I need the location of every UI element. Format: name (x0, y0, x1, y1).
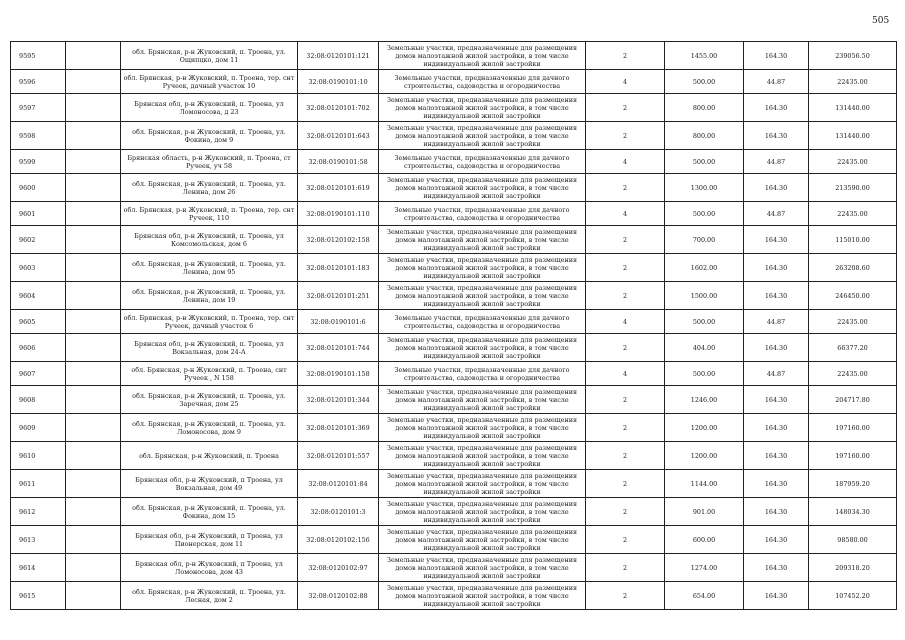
cadastral-value-cell: 66377.20 (809, 334, 897, 362)
land-purpose-cell: Земельные участки, предназначенные для дачного строительства, садоводства и огородничества (379, 70, 586, 94)
category-cell: 4 (586, 310, 665, 334)
table-row (11, 226, 897, 254)
row-number-cell: 9612 (11, 498, 66, 526)
spacer-cell (66, 386, 121, 414)
category-cell: 4 (586, 70, 665, 94)
spacer-cell (66, 70, 121, 94)
area-cell: 500.00 (665, 70, 744, 94)
category-cell: 2 (586, 42, 665, 70)
cadastral-number-cell: 32:08:0190101:158 (298, 362, 379, 386)
area-cell: 500.00 (665, 362, 744, 386)
table-row (11, 414, 897, 442)
address-cell: обл. Брянская, р-н Жуковский, п. Троена, тер. снт Ручеек, дачный участок 10 (121, 70, 298, 94)
land-purpose-cell: Земельные участки, предназначенные для размещения домов малоэтажной жилой застройки, в том числе индивидуальной жилой застройки (379, 498, 586, 526)
address-cell: обл. Брянская, р-н Жуковский, п. Троена, тер. снт Ручеек, дачный участок 6 (121, 310, 298, 334)
rate-cell: 44.87 (744, 310, 809, 334)
area-cell: 1455.00 (665, 42, 744, 70)
area-cell: 1200.00 (665, 442, 744, 470)
address-cell: обл. Брянская, р-н Жуковский, п. Троена, ул. Ленина, дом 26 (121, 174, 298, 202)
row-number-cell: 9597 (11, 94, 66, 122)
cadastral-number-cell: 32:08:0190101:6 (298, 310, 379, 334)
table-row (11, 70, 897, 94)
spacer-cell (66, 174, 121, 202)
cadastral-number-cell: 32:08:0120102:158 (298, 226, 379, 254)
land-purpose-cell: Земельные участки, предназначенные для размещения домов малоэтажной жилой застройки, в том числе индивидуальной жилой застройки (379, 414, 586, 442)
land-purpose-cell: Земельные участки, предназначенные для размещения домов малоэтажной жилой застройки, в том числе индивидуальной жилой застройки (379, 174, 586, 202)
category-cell: 2 (586, 334, 665, 362)
address-cell: обл. Брянская, р-н Жуковский, п. Троена, ул. Ленина, дом 95 (121, 254, 298, 282)
spacer-cell (66, 310, 121, 334)
table-row (11, 526, 897, 554)
row-number-cell: 9615 (11, 582, 66, 610)
cadastral-value-cell: 22435.00 (809, 310, 897, 334)
category-cell: 2 (586, 470, 665, 498)
cadastral-number-cell: 32:08:0120101:3 (298, 498, 379, 526)
cadastral-value-cell: 246450.00 (809, 282, 897, 310)
row-number-cell: 9595 (11, 42, 66, 70)
cadastral-number-cell: 32:08:0120101:121 (298, 42, 379, 70)
address-cell: Брянская обл, р-н Жуковский, п Троена, ул Ломоносова, дом 43 (121, 554, 298, 582)
cadastral-value-cell: 22435.00 (809, 362, 897, 386)
cadastral-value-cell: 148034.30 (809, 498, 897, 526)
cadastral-value-cell: 115010.00 (809, 226, 897, 254)
land-purpose-cell: Земельные участки, предназначенные для размещения домов малоэтажной жилой застройки, в том числе индивидуальной жилой застройки (379, 334, 586, 362)
table-row (11, 470, 897, 498)
address-cell: обл. Брянская, р-н Жуковский, п. Троена, тер. снт Ручеек, 110 (121, 202, 298, 226)
address-cell: обл. Брянская, р-н Жуковский, п. Троена, ул. Ломоносова, дом 9 (121, 414, 298, 442)
cadastral-number-cell: 32:08:0120101:183 (298, 254, 379, 282)
address-cell: обл. Брянская, р-н Жуковский, п. Троена, ул. Ощипцко, дом 11 (121, 42, 298, 70)
cadastral-number-cell: 32:08:0120101:619 (298, 174, 379, 202)
category-cell: 2 (586, 282, 665, 310)
rate-cell: 164.30 (744, 582, 809, 610)
cadastral-value-cell: 197160.00 (809, 414, 897, 442)
area-cell: 800.00 (665, 122, 744, 150)
row-number-cell: 9601 (11, 202, 66, 226)
address-cell: обл. Брянская, р-н Жуковский, п. Троена, снт Ручеек , N 158 (121, 362, 298, 386)
land-purpose-cell: Земельные участки, предназначенные для размещения домов малоэтажной жилой застройки, в том числе индивидуальной жилой застройки (379, 94, 586, 122)
category-cell: 2 (586, 526, 665, 554)
cadastral-value-cell: 98580.00 (809, 526, 897, 554)
cadastral-number-cell: 32:08:0120101:744 (298, 334, 379, 362)
spacer-cell (66, 582, 121, 610)
row-number-cell: 9614 (11, 554, 66, 582)
area-cell: 404.00 (665, 334, 744, 362)
rate-cell: 164.30 (744, 42, 809, 70)
rate-cell: 164.30 (744, 526, 809, 554)
table-row (11, 362, 897, 386)
rate-cell: 164.30 (744, 554, 809, 582)
cadastral-number-cell: 32:08:0120101:251 (298, 282, 379, 310)
area-cell: 1300.00 (665, 174, 744, 202)
category-cell: 2 (586, 174, 665, 202)
rate-cell: 164.30 (744, 334, 809, 362)
area-cell: 500.00 (665, 202, 744, 226)
land-purpose-cell: Земельные участки, предназначенные для дачного строительства, садоводства и огородничества (379, 150, 586, 174)
cadastral-number-cell: 32:08:0120101:643 (298, 122, 379, 150)
land-purpose-cell: Земельные участки, предназначенные для размещения домов малоэтажной жилой застройки, в том числе индивидуальной жилой застройки (379, 582, 586, 610)
cadastral-value-cell: 131440.00 (809, 94, 897, 122)
cadastral-value-cell: 22435.00 (809, 202, 897, 226)
row-number-cell: 9606 (11, 334, 66, 362)
category-cell: 2 (586, 386, 665, 414)
table-row (11, 94, 897, 122)
rate-cell: 164.30 (744, 470, 809, 498)
rate-cell: 164.30 (744, 226, 809, 254)
cadastral-number-cell: 32:08:0120102:88 (298, 582, 379, 610)
land-purpose-cell: Земельные участки, предназначенные для размещения домов малоэтажной жилой застройки, в том числе индивидуальной жилой застройки (379, 226, 586, 254)
cadastral-number-cell: 32:08:0120101:344 (298, 386, 379, 414)
address-cell: обл. Брянская, р-н Жуковский, п. Троена, ул. Ленина, дом 19 (121, 282, 298, 310)
rate-cell: 164.30 (744, 282, 809, 310)
table-row (11, 254, 897, 282)
area-cell: 500.00 (665, 150, 744, 174)
address-cell: обл. Брянская, р-н Жуковский, п. Троена, ул. Лесная, дом 2 (121, 582, 298, 610)
table-row (11, 282, 897, 310)
area-cell: 800.00 (665, 94, 744, 122)
rate-cell: 164.30 (744, 414, 809, 442)
row-number-cell: 9602 (11, 226, 66, 254)
rate-cell: 164.30 (744, 94, 809, 122)
land-purpose-cell: Земельные участки, предназначенные для размещения домов малоэтажной жилой застройки, в том числе индивидуальной жилой застройки (379, 42, 586, 70)
address-cell: обл. Брянская, р-н Жуковский, п. Троена, ул. Заречная, дом 25 (121, 386, 298, 414)
row-number-cell: 9607 (11, 362, 66, 386)
cadastral-value-cell: 22435.00 (809, 70, 897, 94)
spacer-cell (66, 254, 121, 282)
area-cell: 1200.00 (665, 414, 744, 442)
category-cell: 2 (586, 94, 665, 122)
category-cell: 2 (586, 442, 665, 470)
address-cell: обл. Брянская, р-н Жуковский, п. Троена, ул. Фокина, дом 15 (121, 498, 298, 526)
row-number-cell: 9596 (11, 70, 66, 94)
rate-cell: 164.30 (744, 498, 809, 526)
table-row (11, 386, 897, 414)
row-number-cell: 9605 (11, 310, 66, 334)
rate-cell: 44.87 (744, 150, 809, 174)
row-number-cell: 9604 (11, 282, 66, 310)
land-purpose-cell: Земельные участки, предназначенные для размещения домов малоэтажной жилой застройки, в том числе индивидуальной жилой застройки (379, 282, 586, 310)
cadastral-value-cell: 107452.20 (809, 582, 897, 610)
row-number-cell: 9608 (11, 386, 66, 414)
cadastral-value-cell: 131440.00 (809, 122, 897, 150)
row-number-cell: 9610 (11, 442, 66, 470)
rate-cell: 164.30 (744, 254, 809, 282)
category-cell: 4 (586, 202, 665, 226)
page-number: 505 (872, 16, 890, 26)
row-number-cell: 9600 (11, 174, 66, 202)
land-cadastral-table (10, 41, 897, 610)
table-row (11, 150, 897, 174)
area-cell: 1500.00 (665, 282, 744, 310)
rate-cell: 44.87 (744, 70, 809, 94)
table-row (11, 122, 897, 150)
category-cell: 2 (586, 582, 665, 610)
spacer-cell (66, 94, 121, 122)
cadastral-number-cell: 32:08:0190101:58 (298, 150, 379, 174)
land-purpose-cell: Земельные участки, предназначенные для размещения домов малоэтажной жилой застройки, в том числе индивидуальной жилой застройки (379, 442, 586, 470)
spacer-cell (66, 226, 121, 254)
spacer-cell (66, 554, 121, 582)
area-cell: 1274.00 (665, 554, 744, 582)
land-purpose-cell: Земельные участки, предназначенные для размещения домов малоэтажной жилой застройки, в том числе индивидуальной жилой застройки (379, 122, 586, 150)
cadastral-number-cell: 32:08:0120101:557 (298, 442, 379, 470)
cadastral-number-cell: 32:08:0120102:97 (298, 554, 379, 582)
spacer-cell (66, 498, 121, 526)
address-cell: Брянская область, р-н Жуковский, п. Троена, ст Ручеек, уч 58 (121, 150, 298, 174)
row-number-cell: 9611 (11, 470, 66, 498)
category-cell: 4 (586, 150, 665, 174)
spacer-cell (66, 42, 121, 70)
table-row (11, 334, 897, 362)
cadastral-value-cell: 239056.50 (809, 42, 897, 70)
row-number-cell: 9603 (11, 254, 66, 282)
cadastral-number-cell: 32:08:0120101:702 (298, 94, 379, 122)
area-cell: 1144.00 (665, 470, 744, 498)
rate-cell: 164.30 (744, 174, 809, 202)
cadastral-number-cell: 32:08:0120101:84 (298, 470, 379, 498)
address-cell: Брянская обл, р-н Жуковский, п Троена, ул Вокзальная, дом 49 (121, 470, 298, 498)
area-cell: 600.00 (665, 526, 744, 554)
rate-cell: 164.30 (744, 122, 809, 150)
table-row (11, 202, 897, 226)
land-purpose-cell: Земельные участки, предназначенные для дачного строительства, садоводства и огородничества (379, 310, 586, 334)
cadastral-value-cell: 22435.00 (809, 150, 897, 174)
cadastral-number-cell: 32:08:0190101:10 (298, 70, 379, 94)
category-cell: 2 (586, 122, 665, 150)
spacer-cell (66, 362, 121, 386)
cadastral-value-cell: 209318.20 (809, 554, 897, 582)
cadastral-value-cell: 187959.20 (809, 470, 897, 498)
land-purpose-cell: Земельные участки, предназначенные для размещения домов малоэтажной жилой застройки, в том числе индивидуальной жилой застройки (379, 254, 586, 282)
cadastral-number-cell: 32:08:0190101:110 (298, 202, 379, 226)
address-cell: Брянская обл, р-н Жуковский, п Троена, ул Пионерская, дом 11 (121, 526, 298, 554)
rate-cell: 164.30 (744, 442, 809, 470)
spacer-cell (66, 122, 121, 150)
cadastral-number-cell: 32:08:0120102:156 (298, 526, 379, 554)
cadastral-value-cell: 204717.80 (809, 386, 897, 414)
land-purpose-cell: Земельные участки, предназначенные для размещения домов малоэтажной жилой застройки, в том числе индивидуальной жилой застройки (379, 526, 586, 554)
table-row (11, 554, 897, 582)
area-cell: 1246.00 (665, 386, 744, 414)
address-cell: обл. Брянская, р-н Жуковский, п. Троена, ул. Фокина, дом 9 (121, 122, 298, 150)
category-cell: 4 (586, 362, 665, 386)
rate-cell: 44.87 (744, 362, 809, 386)
table-row (11, 174, 897, 202)
cadastral-value-cell: 263208.60 (809, 254, 897, 282)
row-number-cell: 9598 (11, 122, 66, 150)
address-cell: Брянская обл, р-н Жуковский, п. Троена, ул Комсомольская, дом 6 (121, 226, 298, 254)
category-cell: 2 (586, 226, 665, 254)
table-row (11, 310, 897, 334)
category-cell: 2 (586, 498, 665, 526)
spacer-cell (66, 282, 121, 310)
area-cell: 901.00 (665, 498, 744, 526)
address-cell: Брянская обл, р-н Жуковский, п. Троена, ул Ломоносова, д 23 (121, 94, 298, 122)
rate-cell: 44.87 (744, 202, 809, 226)
address-cell: Брянская обл, р-н Жуковский, п. Троена, ул Вокзальная, дом 24-А (121, 334, 298, 362)
spacer-cell (66, 414, 121, 442)
cadastral-value-cell: 213590.00 (809, 174, 897, 202)
land-purpose-cell: Земельные участки, предназначенные для дачного строительства, садоводства и огородничества (379, 362, 586, 386)
cadastral-number-cell: 32:08:0120101:369 (298, 414, 379, 442)
area-cell: 500.00 (665, 310, 744, 334)
land-purpose-cell: Земельные участки, предназначенные для размещения домов малоэтажной жилой застройки, в том числе индивидуальной жилой застройки (379, 554, 586, 582)
table-row (11, 42, 897, 70)
table-body (11, 42, 897, 610)
row-number-cell: 9609 (11, 414, 66, 442)
address-cell: обл. Брянская, р-н Жуковский, п. Троена (121, 442, 298, 470)
table-row (11, 498, 897, 526)
spacer-cell (66, 202, 121, 226)
category-cell: 2 (586, 254, 665, 282)
area-cell: 654.00 (665, 582, 744, 610)
table-row (11, 442, 897, 470)
row-number-cell: 9599 (11, 150, 66, 174)
spacer-cell (66, 526, 121, 554)
cadastral-value-cell: 197160.00 (809, 442, 897, 470)
spacer-cell (66, 442, 121, 470)
rate-cell: 164.30 (744, 386, 809, 414)
area-cell: 1602.00 (665, 254, 744, 282)
land-purpose-cell: Земельные участки, предназначенные для размещения домов малоэтажной жилой застройки, в том числе индивидуальной жилой застройки (379, 470, 586, 498)
spacer-cell (66, 334, 121, 362)
category-cell: 2 (586, 554, 665, 582)
table-row (11, 582, 897, 610)
area-cell: 700.00 (665, 226, 744, 254)
land-purpose-cell: Земельные участки, предназначенные для дачного строительства, садоводства и огородничества (379, 202, 586, 226)
land-purpose-cell: Земельные участки, предназначенные для размещения домов малоэтажной жилой застройки, в том числе индивидуальной жилой застройки (379, 386, 586, 414)
spacer-cell (66, 150, 121, 174)
row-number-cell: 9613 (11, 526, 66, 554)
spacer-cell (66, 470, 121, 498)
category-cell: 2 (586, 414, 665, 442)
